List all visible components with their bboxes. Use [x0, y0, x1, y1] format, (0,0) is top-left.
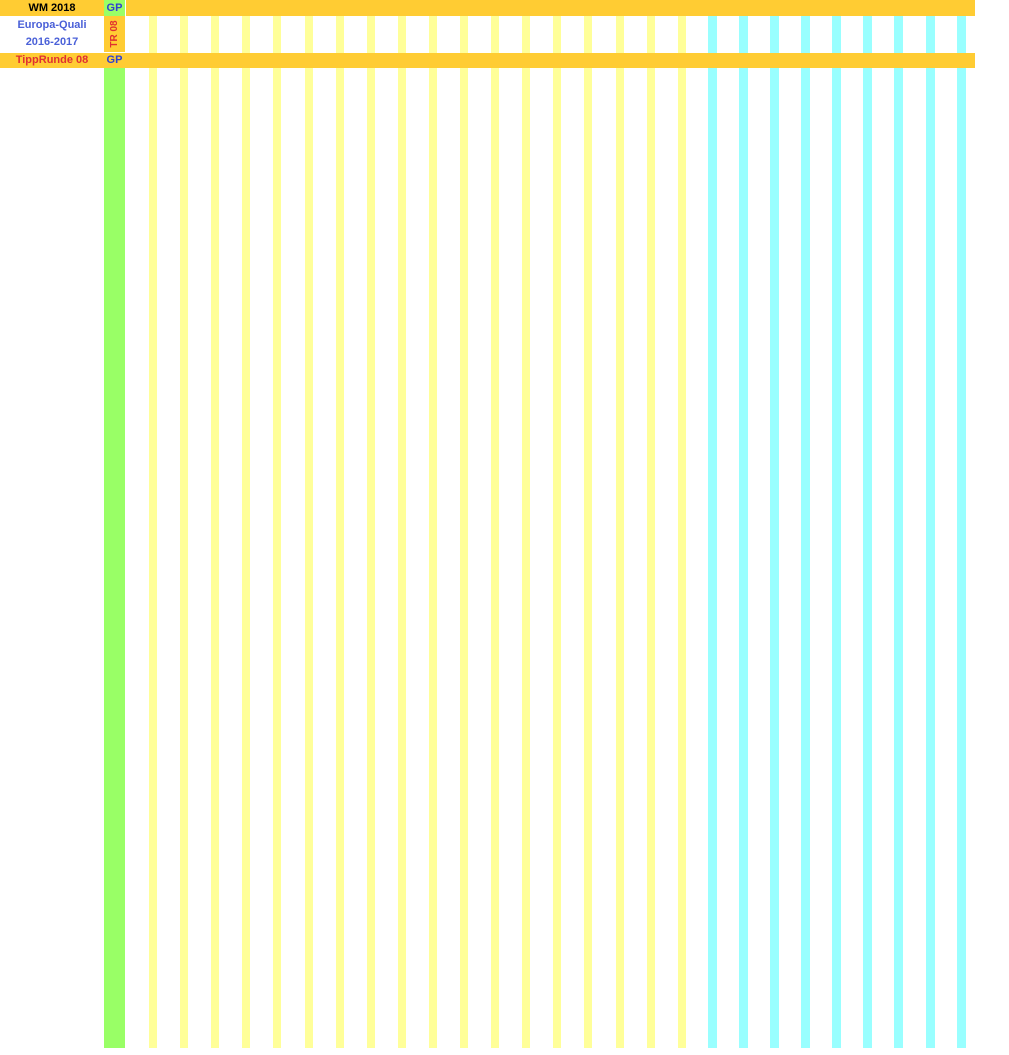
match-column-bg: [561, 68, 584, 1048]
match-column-bg: [935, 68, 957, 1048]
match-column-bg: [593, 68, 616, 1048]
match-column-bg: [748, 68, 770, 1048]
match-column-bg: [717, 68, 739, 1048]
points-column-bg: [894, 16, 903, 1048]
group-letter: [282, 0, 313, 16]
match-column-bg: [872, 68, 894, 1048]
points-column-bg: [957, 16, 966, 1048]
points-column-bg: [770, 16, 779, 1048]
points-column-bg: [708, 16, 717, 1048]
group-letter: [593, 0, 624, 16]
group-letter: [872, 0, 903, 16]
match-column-bg: [126, 68, 149, 1048]
points-column-bg: [522, 16, 530, 1048]
match-column-bg: [530, 68, 553, 1048]
match-column-bg: [810, 68, 832, 1048]
points-column-bg: [460, 16, 468, 1048]
group-letter: [655, 0, 686, 16]
group-letter: [810, 0, 841, 16]
points-column-bg: [211, 16, 219, 1048]
points-column-bg: [429, 16, 437, 1048]
group-letter: [250, 0, 281, 16]
match-column-bg: [313, 68, 336, 1048]
points-column-bg: [273, 16, 281, 1048]
group-letter: [126, 0, 157, 16]
match-column-bg: [250, 68, 273, 1048]
tipprunde-label: TippRunde 08: [15, 54, 89, 66]
group-letter: [406, 0, 437, 16]
group-letter: [779, 0, 810, 16]
match-column-bg: [779, 68, 801, 1048]
match-column-bg: [344, 68, 367, 1048]
group-letter: [313, 0, 344, 16]
points-column-bg: [926, 16, 935, 1048]
points-column-bg: [647, 16, 655, 1048]
match-column-bg: [157, 68, 180, 1048]
group-letter: [188, 0, 219, 16]
group-letter: [686, 0, 717, 16]
group-letter: [904, 0, 935, 16]
points-column-bg: [801, 16, 810, 1048]
match-column-bg: [499, 68, 522, 1048]
match-column-bg: [655, 68, 678, 1048]
group-letter: [375, 0, 406, 16]
points-column-bg: [739, 16, 748, 1048]
group-letter: [468, 0, 499, 16]
points-column-bg: [367, 16, 375, 1048]
group-letter: [935, 0, 966, 16]
points-column-bg: [616, 16, 624, 1048]
tr-label-text: TR 08: [109, 20, 120, 48]
group-letter: [841, 0, 872, 16]
group-letter: [157, 0, 188, 16]
group-letter: [717, 0, 748, 16]
gp-column-bg: [104, 68, 125, 1048]
points-column-bg: [180, 16, 188, 1048]
match-column-bg: [686, 68, 708, 1048]
page-title: WM 2018: [0, 0, 104, 16]
match-column-bg: [406, 68, 429, 1048]
group-letter: [530, 0, 561, 16]
subtitle: Europa-Quali: [17, 19, 87, 31]
match-column-bg: [468, 68, 491, 1048]
group-letter: [437, 0, 468, 16]
gp-header: GP: [104, 0, 125, 16]
match-column-bg: [188, 68, 211, 1048]
points-column-bg: [242, 16, 250, 1048]
match-column-bg: [282, 68, 305, 1048]
match-column-bg: [219, 68, 242, 1048]
points-column-bg: [678, 16, 686, 1048]
group-letter: [344, 0, 375, 16]
points-column-bg: [336, 16, 344, 1048]
match-column-bg: [437, 68, 460, 1048]
match-column-bg: [375, 68, 398, 1048]
points-column-bg: [584, 16, 592, 1048]
points-column-bg: [863, 16, 872, 1048]
season: 2016-2017: [25, 36, 79, 48]
group-letter: [561, 0, 592, 16]
match-column-bg: [904, 68, 926, 1048]
points-column-bg: [553, 16, 561, 1048]
points-column-bg: [832, 16, 841, 1048]
match-column-bg: [841, 68, 863, 1048]
points-column-bg: [305, 16, 313, 1048]
points-column-bg: [491, 16, 499, 1048]
match-column-bg: [624, 68, 647, 1048]
group-letter: [499, 0, 530, 16]
points-column-bg: [149, 16, 157, 1048]
group-letter: [219, 0, 250, 16]
gp-row-label: GP: [106, 54, 123, 66]
points-column-bg: [398, 16, 406, 1048]
group-letter: [748, 0, 779, 16]
tipprunde-row-bg: [0, 53, 975, 68]
group-letter: [624, 0, 655, 16]
